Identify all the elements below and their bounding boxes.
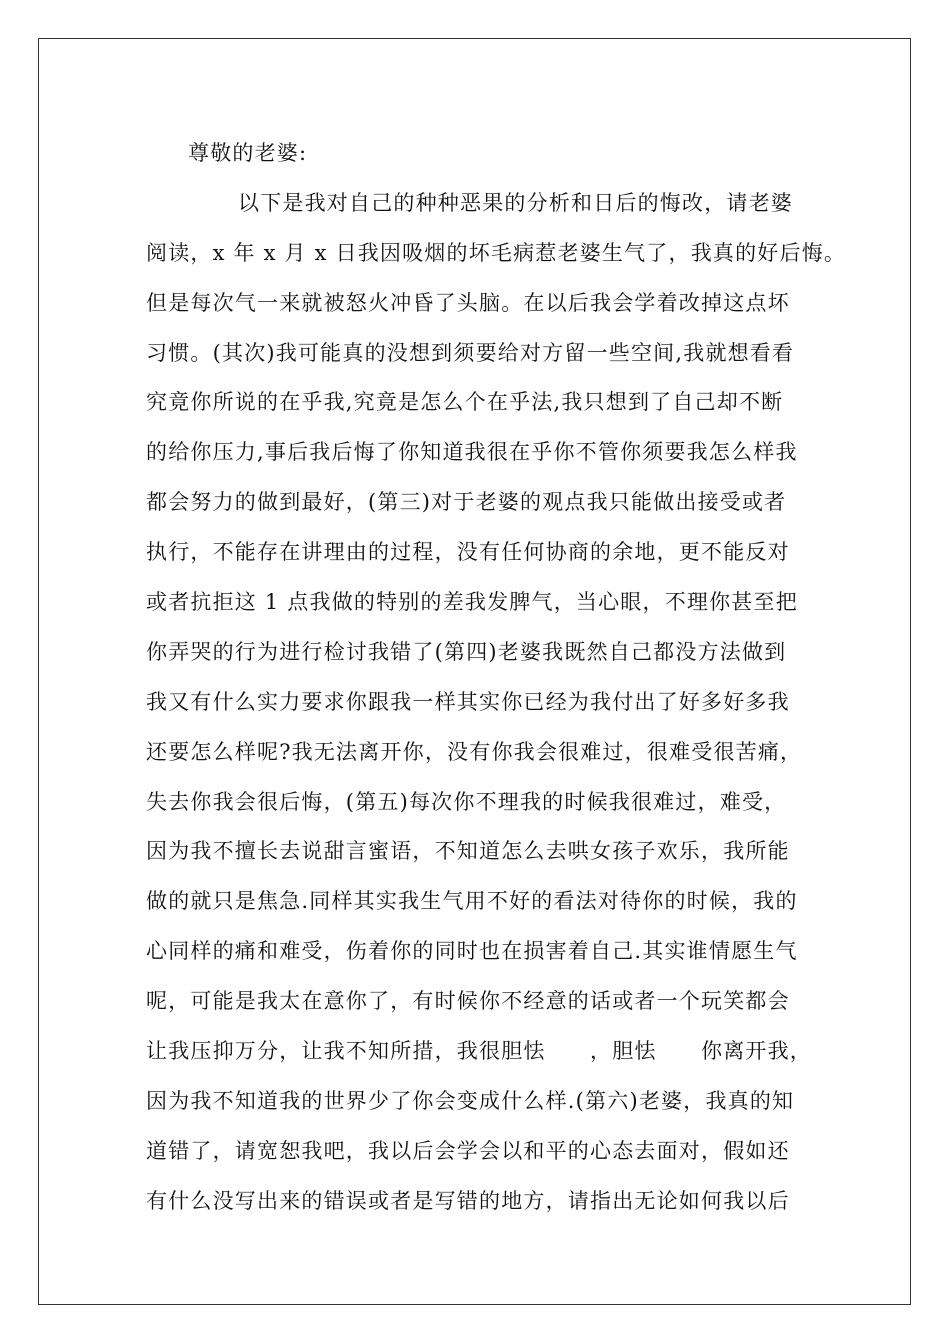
paragraph-line: 呢，可能是我太在意你了，有时候你不经意的话或者一个玩笑都会: [146, 989, 790, 1014]
paragraph-line: 或者抗拒这 1 点我做的特别的差我发脾气，当心眼，不理你甚至把: [146, 590, 798, 615]
salutation: 尊敬的老婆:: [188, 141, 308, 165]
paragraph-line: 道错了，请宽恕我吧，我以后会学会以和平的心态去面对，假如还: [146, 1138, 790, 1163]
paragraph-line: 我又有什么实力要求你跟我一样其实你已经为我付出了好多好多我: [146, 689, 790, 714]
paragraph-line: 因为我不擅长去说甜言蜜语，不知道怎么去哄女孩子欢乐，我所能: [146, 839, 790, 864]
paragraph-line: 失去你我会很后悔，(第五)每次你不理我的时候我很难过，难受，: [146, 789, 787, 814]
paragraph-line: 执行，不能存在讲理由的过程，没有任何协商的余地，更不能反对: [146, 540, 790, 565]
paragraph-line: 有什么没写出来的错误或者是写错的地方，请指出无论如何我以后: [146, 1188, 790, 1213]
paragraph-line: 阅读，x 年 x 月 x 日我因吸烟的坏毛病惹老婆生气了，我真的好后悔。: [146, 240, 847, 265]
paragraph-line: 因为我不知道我的世界少了你会变成什么样.(第六)老婆，我真的知: [146, 1088, 795, 1113]
paragraph-line: 让我压抑万分，让我不知所措，我很胆怯 ，胆怯 你离开我，: [146, 1039, 812, 1064]
paragraph-line: 的给你压力,事后我后悔了你知道我很在乎你不管你须要我怎么样我: [146, 440, 798, 465]
paragraph-line: 心同样的痛和难受，伤着你的同时也在损害着自己.其实谁情愿生气: [146, 939, 798, 964]
letter-body: [146, 136, 847, 1234]
paragraph-line: 都会努力的做到最好，(第三)对于老婆的观点我只能做出接受或者: [146, 490, 787, 515]
paragraph-line: 以下是我对自己的种种恶果的分析和日后的悔改，请老婆: [238, 190, 793, 215]
paragraph-line: 究竟你所说的在乎我,究竟是怎么个在乎法,我只想到了自己却不断: [146, 390, 784, 415]
paragraph-line: 习惯。(其次)我可能真的没想到须要给对方留一些空间,我就想看看: [146, 340, 795, 365]
paragraph-line: 还要怎么样呢?我无法离开你，没有你我会很难过，很难受很苦痛，: [146, 739, 803, 764]
paragraph-line: 你弄哭的行为进行检讨我错了(第四)老婆我既然自己都没方法做到: [146, 639, 787, 664]
paragraph-line: 做的就只是焦急.同样其实我生气用不好的看法对待你的时候，我的: [146, 889, 798, 914]
paragraph-line: 但是每次气一来就被怒火冲昏了头脑。在以后我会学着改掉这点坏: [146, 290, 790, 315]
